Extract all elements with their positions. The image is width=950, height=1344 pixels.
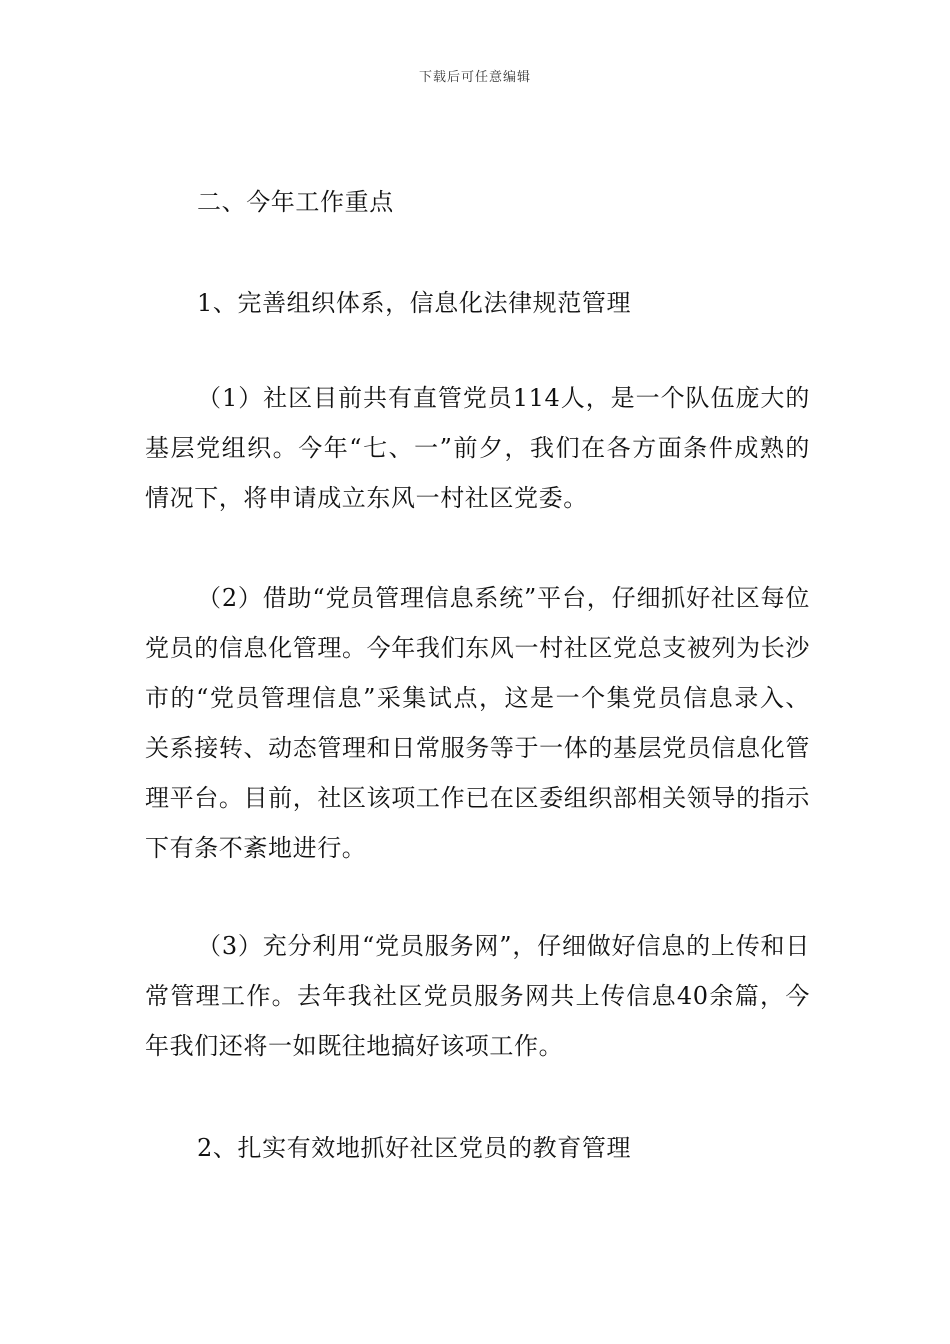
paragraph-2: （2）借助“党员管理信息系统”平台，仔细抓好社区每位党员的信息化管理。今年我们东风一村社区党总支被列为长沙市的“党员管理信息”采集试点，这是一个集党员信息录入、关系接转、动态管理和日常服务等于一体的基层党员信息化管理平台。目前，社区该项工作已在区委组织部相关领导的指示下有条不紊地进行。 (145, 584, 810, 862)
paragraph-3: （3）充分利用“党员服务网”，仔细做好信息的上传和日常管理工作。去年我社区党员服务网共上传信息40余篇，今年我们还将一如既往地搞好该项工作。 (145, 932, 810, 1060)
paragraph-1: （1）社区目前共有直管党员114人，是一个队伍庞大的基层党组织。今年“七、一”前夕，我们在各方面条件成熟的情况下，将申请成立东风一村社区党委。 (145, 384, 810, 512)
item2-heading: 2、扎实有效地抓好社区党员的教育管理 (197, 1134, 632, 1162)
section-heading: 二、今年工作重点 (197, 188, 394, 216)
header-note: 下载后可任意编辑 (418, 70, 531, 85)
item1-heading: 1、完善组织体系，信息化法律规范管理 (197, 289, 632, 317)
